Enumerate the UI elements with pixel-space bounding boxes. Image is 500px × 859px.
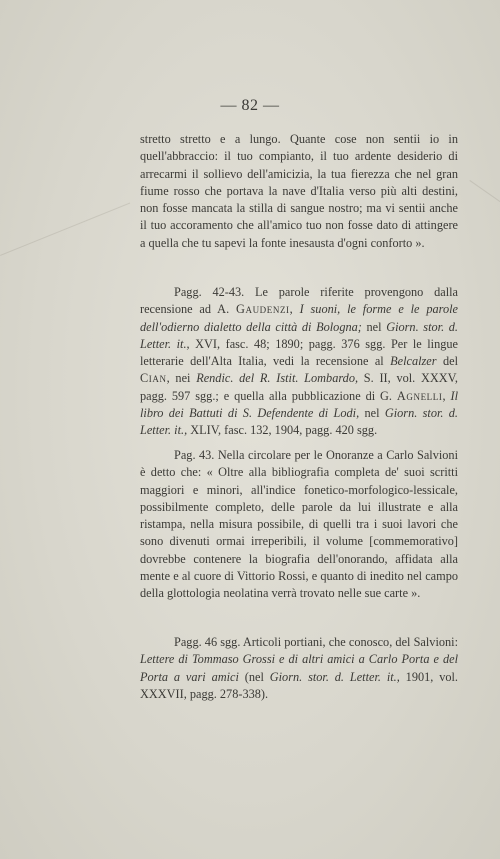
work-title: Il libro dei Battuti di S. Defendente di Lodi, (140, 388, 458, 421)
paragraph-continuation (140, 131, 458, 252)
paragraph-text (140, 634, 458, 703)
journal-title: Giorn. stor. d. Letter. it., (140, 406, 459, 438)
text-run: 1901, vol. XXXVII, pagg. 278-338). (140, 669, 458, 701)
text-run: XVI, fasc. 48; 1890; pagg. 376 sgg. Per le lingue letterarie dell'Alta Italia, vedi la recensione al (140, 336, 459, 369)
text-run: , (442, 388, 451, 403)
paragraph-text: stretto stretto e a lungo. Quante cose non sentii io in quell'abbraccio: il tuo compianto, il tuo ardente desiderio di arrecarmi il sollievo dell'amicizia, la tua fierezza che nel gran fiume rosso che portava la nave d'Italia verso più alti destini, non fosse mancata la stilla di sangue nostro; ma vi sentii anche il tuo accoramento che all'amico tuo non fosse dato di attingere a quella che tu sapevi la fonte inesausta d'ogni conforto ». (140, 132, 458, 250)
text-run: (nel (238, 669, 270, 684)
text-run: S. II, vol. XXXV, pagg. 597 sgg.; e quella alla pubblicazione di G. (140, 371, 458, 403)
paragraph-text (140, 284, 458, 440)
note-pag-43 (140, 447, 458, 603)
text-run: del (436, 354, 458, 369)
text-run: Pagg. 46 sgg. Articoli portiani, che conosco, del Salvioni: (174, 635, 458, 649)
work-title: I suoni, le forme e le parole dell'odierno dialetto della città di Bologna; (140, 302, 458, 334)
work-title: Lettere di Tommaso Grossi e di altri amici a Carlo Porta e del Porta a vari amici (140, 652, 458, 684)
journal-title: Giorn. stor. d. Letter. it., (140, 319, 459, 351)
text-run: nel (361, 319, 387, 334)
journal-title: Giorn. stor. d. Letter. it., (269, 669, 400, 684)
text-run: , nei (166, 371, 197, 386)
text-run: nel (359, 406, 385, 421)
note-pagg-42-43 (140, 284, 458, 440)
text-run: Pagg. 42-43. Le parole riferite provengono dalla recensione ad A. (140, 285, 458, 317)
work-title: Belcalzer (390, 354, 437, 369)
paragraph-text: Pag. 43. Nella circolare per le Onoranze a Carlo Salvioni è detto che: « Oltre alla bibliografia completa de' suoi scritti maggiori e minori, all'indice fonetico-morfologico-lessicale, possibilmente completo, delle parole da lui illustrate e alla ristampa, nella misura possibile, di quelli tra i suoi lavori che sono divenuti ormai irreperibili, il volume [commemorativo] dovrebbe contenere la biografia dell'onorando, affidata alla mente e al cuore di Vittorio Rossi, e quanto di inedito nel campo della glottologia neolatina verrà trovato nelle sue carte ». (140, 448, 458, 601)
paper-crease (0, 203, 130, 256)
paper-crease (469, 180, 500, 232)
journal-title: Rendic. del R. Istit. Lombardo, (196, 371, 359, 386)
author-name: Agnelli (396, 388, 443, 403)
text-run: XLIV, fasc. 132, 1904, pagg. 420 sgg. (187, 423, 378, 438)
note-pagg-46 (140, 634, 458, 703)
author-name: Cian (140, 371, 167, 386)
author-name: Gaudenzi (235, 302, 290, 317)
text-run: , (289, 302, 300, 317)
page-number: — 82 — (220, 97, 280, 114)
